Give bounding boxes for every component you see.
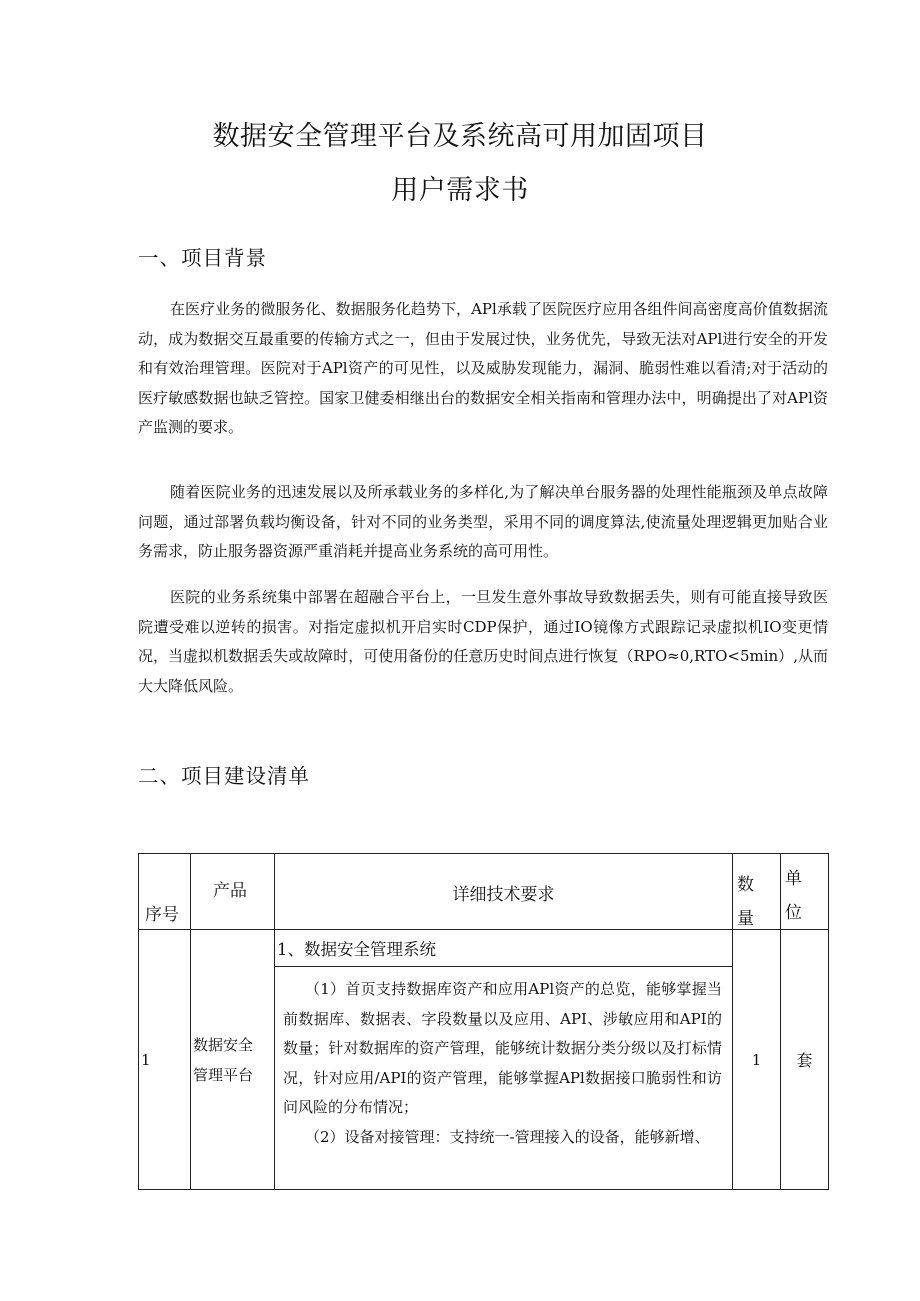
header-qty-cell [733,854,781,930]
row-unit: 套 [781,930,829,1190]
header-unit-cell [781,854,829,930]
section-heading-background: 一、项目背景 [138,246,267,270]
background-paragraph-2: 随着医院业务的迅速发展以及所承载业务的多样化,为了解决单台服务器的处理性能瓶颈及单点故障问题，通过部署负载均衡设备，针对不同的业务类型，采用不同的调度算法,使流量处理逻辑更加贴合业务需求，防止服务器资源严重消耗并提高业务系统的高可用性。 [138,483,828,560]
background-paragraph-1: 在医疗业务的微服务化、数据服务化趋势下，APl承载了医院医疗应用各组件间高密度高价值数据流动，成为数据交互最重要的传输方式之一，但由于发展过快，业务优先，导致无法对APl进行安全的开发和有效治理管理。医院对于APl资产的可见性，以及威胁发现能力，漏洞、脆弱性难以看清;对于活动的医疗敏感数据也缺乏管控。国家卫健委相继出台的数据安全相关指南和管理办法中，明确提出了对APl资产监测的要求。 [138,300,828,436]
document-title-line1: 数据安全管理平台及系统高可用加固项目 [212,121,708,152]
document-title-line2: 用户需求书 [391,175,529,206]
table-row [139,930,829,967]
detail-item-1: （1）首页支持数据库资产和应用APl资产的总览，能够掌握当前数据库、数据表、字段数量以及应用、API、涉敏应用和API的数量；针对数据库的资产管理，能够统计数据分类分级以及打标情况，针对应用/API的资产管理，能够掌握APl数据接口脆弱性和访问风险的分布情况； [283,980,722,1116]
header-unit: 单 位 [785,869,802,923]
header-seq-cell [139,854,191,930]
header-requirement: 详细技术要求 [452,885,555,905]
row-seq: 1 [139,930,191,1190]
table-header-row [139,854,829,930]
section-heading-construction-list: 二、项目建设清单 [138,764,310,788]
header-product: 产品 [213,881,247,901]
header-requirement-cell [275,854,733,930]
row-details-cell [275,967,733,1190]
row-qty: 1 [733,930,781,1190]
header-product-cell [191,854,275,930]
requirements-table [138,853,829,1190]
background-paragraph-3: 医院的业务系统集中部署在超融合平台上，一旦发生意外事故导致数据丢失，则有可能直接导致医院遭受难以逆转的损害。对指定虚拟机开启实时CDP保护，通过IO镜像方式跟踪记录虚拟机IO变更情况，当虚拟机数据丢失或故障时，可使用备份的任意历史时间点进行恢复（RPO≈0,RTO<5min）,从而大大降低风险。 [138,588,828,695]
header-qty: 数 量 [737,875,754,929]
row-product: 数据安全 管理平台 [191,930,275,1190]
header-seq: 序号 [145,905,179,925]
row-sub-heading: 1、数据安全管理系统 [275,930,733,967]
detail-item-2: （2）设备对接管理：支持统一-管理接入的设备，能够新增、 [305,1127,710,1146]
